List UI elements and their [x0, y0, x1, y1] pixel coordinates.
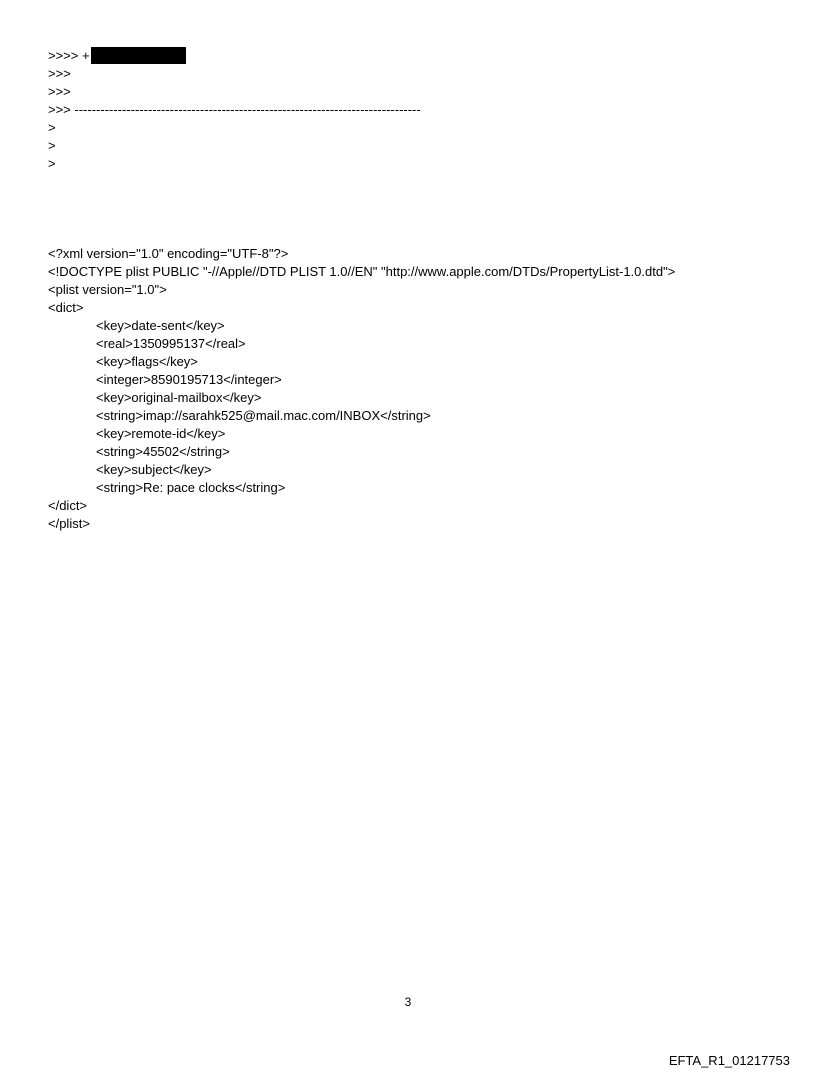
plist-entry: <integer>8590195713</integer> — [96, 372, 282, 387]
plist-entry: <key>date-sent</key> — [96, 318, 225, 333]
quoted-line-2: >>> — [48, 66, 71, 81]
plist-doctype: <!DOCTYPE plist PUBLIC "-//Apple//DTD PLIST 1.0//EN" "http://www.apple.com/DTDs/PropertyList-1.0.dtd"> — [48, 264, 676, 279]
quoted-line-1 — [48, 47, 186, 65]
plist-entry: <string>45502</string> — [96, 444, 230, 459]
xml-declaration: <?xml version="1.0" encoding="UTF-8"?> — [48, 246, 289, 261]
quoted-line-6: > — [48, 138, 56, 153]
plist-open-tag: <plist version="1.0"> — [48, 282, 167, 297]
plist-entry: <key>subject</key> — [96, 462, 212, 477]
plist-entry: <real>1350995137</real> — [96, 336, 246, 351]
plist-entry: <string>Re: pace clocks</string> — [96, 480, 286, 495]
quoted-line-7: > — [48, 156, 56, 171]
plist-entry: <key>flags</key> — [96, 354, 198, 369]
plist-entry: <key>original-mailbox</key> — [96, 390, 262, 405]
plist-close-tag: </plist> — [48, 516, 90, 531]
document-id: EFTA_R1_01217753 — [668, 1053, 790, 1068]
quoted-separator-line: >>> -------------------------------------------------------------------------------- — [48, 102, 421, 117]
redaction-block — [91, 47, 186, 64]
quoted-line-3: >>> — [48, 84, 71, 99]
quoted-line-1-text: >>>> + — [48, 48, 90, 63]
dict-close-tag: </dict> — [48, 498, 88, 513]
quoted-line-5: > — [48, 120, 56, 135]
plist-entry: <string>imap://sarahk525@mail.mac.com/INBOX</string> — [96, 408, 431, 423]
dict-open-tag: <dict> — [48, 300, 84, 315]
page-number: 3 — [404, 995, 412, 1009]
plist-entry: <key>remote-id</key> — [96, 426, 226, 441]
